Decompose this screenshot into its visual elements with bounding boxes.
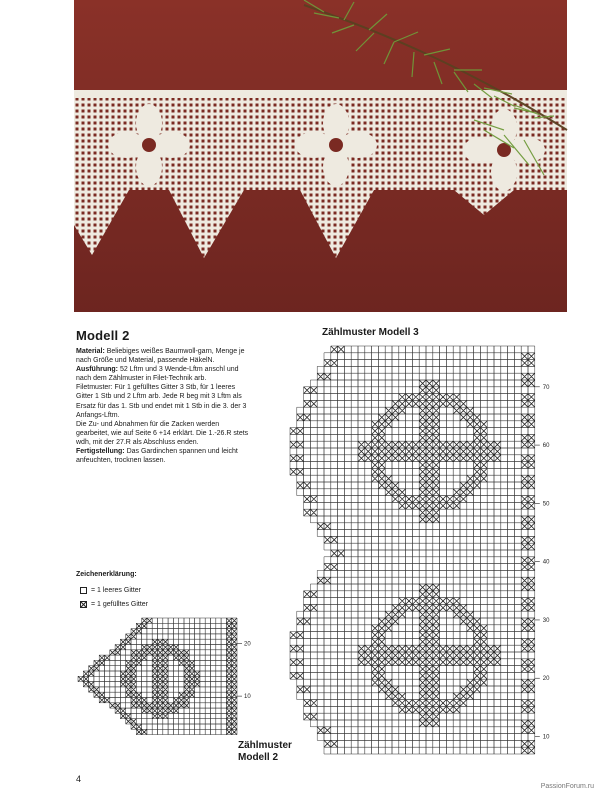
chart2-grid	[76, 614, 251, 739]
chart2-title	[238, 740, 292, 764]
chart3-grid	[290, 342, 580, 767]
row-label: 30	[542, 617, 550, 624]
chart2-svg	[76, 614, 251, 739]
ausfuehrung-label: Ausführung:	[76, 366, 118, 374]
modell-title: Modell 2	[76, 328, 130, 343]
grid-cells	[78, 618, 237, 735]
chart3-title: Zählmuster Modell 3	[322, 327, 419, 338]
legend-empty	[80, 587, 141, 594]
ausfuehrung-text: 52 Lftm und 3 Wende-Lftm anschl und nach dem Zählmuster in Filet-Technik arb.	[76, 366, 239, 383]
empty-cell-icon	[80, 587, 87, 594]
material-label: Material:	[76, 348, 105, 355]
fertig-label: Fertigstellung:	[76, 448, 125, 456]
crochet-lace-photo-icon	[74, 0, 567, 312]
row-label: 10	[244, 694, 251, 701]
material-paragraph	[76, 347, 254, 365]
row-label: 20	[244, 641, 251, 648]
page-number: 4	[76, 774, 82, 784]
fertig-text: Das Gardinchen spannen und leicht anfeuchten, trocknen lassen.	[76, 448, 238, 465]
row-label: 70	[542, 384, 550, 391]
fertig-paragraph	[76, 447, 254, 465]
row-label: 50	[542, 501, 550, 508]
material-text: Beliebiges weißes Baumwoll-garn, Menge je nach Größe und Material, passende HäkelN.	[76, 348, 245, 365]
watermark: PassionForum.ru	[540, 783, 594, 790]
instructions	[76, 347, 254, 465]
filetmuster-text: Filetmuster: Für 1 gefülltes Gitter 3 Stb, für 1 leeres Gitter 1 Stb und 2 Lftm arb. Jede R beg mit 3 Lftm als Ersatz für das 1. Stb und endet mit 1 Stb in die 3. der 3 Anfangs-Lftm.	[76, 384, 247, 419]
row-label: 10	[542, 734, 550, 741]
legend-filled	[80, 601, 148, 608]
zacken-text: Die Zu- und Abnahmen für die Zacken werden gearbeitet, wie auf Seite 6 +14 erklärt. Die 1.-26.R stets wdh, mit der 27.R als Abschluss enden.	[76, 420, 249, 446]
row-label: 40	[542, 559, 550, 566]
grid-cells	[290, 346, 535, 754]
chart3-svg	[290, 342, 580, 767]
legend-title: Zeichenerklärung:	[76, 571, 137, 578]
legend-empty-label: = 1 leeres Gitter	[91, 587, 141, 594]
row-label: 60	[542, 443, 550, 450]
legend-filled-label: = 1 gefülltes Gitter	[91, 601, 149, 608]
chart2-title-line1: Zählmuster	[238, 740, 292, 751]
filled-cell-icon	[80, 601, 87, 608]
chart2-title-line2: Modell 2	[238, 752, 279, 763]
row-label: 20	[542, 676, 550, 683]
lace-photo	[74, 0, 567, 312]
ausfuehrung-paragraph	[76, 365, 254, 383]
